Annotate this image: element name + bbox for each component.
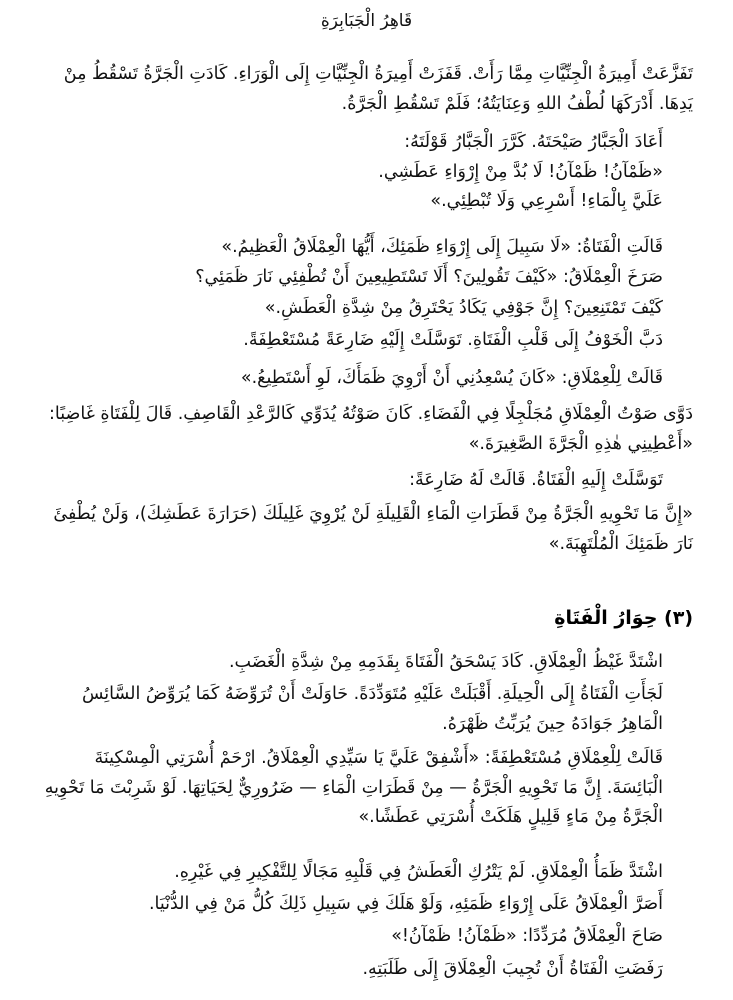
quote-line: كَيْفَ تَمْتَنِعِينَ؟ إِنَّ جَوْفِي يَكَادُ يَحْتَرِقُ مِنْ شِدَّةِ الْعَطَشِ.»	[264, 298, 663, 318]
paragraph: صَرَخَ الْعِمْلَاقُ: «كَيْفَ تَقُولِينَ؟ أَلَا تَسْتَطِيعِينَ أَنْ تُطْفِئِي نَارَ ظَمَئِي؟	[195, 267, 663, 287]
paragraph: قَالَتْ لِلْعِمْلَاقِ مُسْتَعْطِفَةً: «أَشْفِقْ عَلَيَّ يَا سَيِّدِي الْعِمْلَاقُ. ارْحَمْ أُسْرَتِي الْمِسْكِينَةَ الْبَائِسَةَ. إِنَّ مَا تَحْوِيهِ الْجَرَّةُ — مِنْ قَطَرَاتِ الْمَاءِ — ضَرُورِيٌّ لِحَيَاتِهَا. لَوْ شَرِبْتَ مَا تَحْوِيهِ الْجَرَّةُ مِنْ مَاءٍ قَلِيلٍ هَلَكَتْ أُسْرَتِي عَطَشًا.»	[44, 748, 663, 827]
paragraph: قَالَتِ الْفَتَاةُ: «لَا سَبِيلَ إِلَى إِرْوَاءِ ظَمَئِكَ، أَيُّهَا الْعِمْلَاقُ الْعَظِيمُ.»	[221, 237, 663, 257]
paragraph: دَوَّى صَوْتُ الْعِمْلَاقِ مُجَلْجِلًا فِي الْفَضَاءِ. كَانَ صَوْتُهُ يُدَوِّي كَالرَّعْدِ الْقَاصِفِ. قَالَ لِلْفَتَاةِ غَاضِبًا: «أَعْطِينِي هٰذِهِ الْجَرَّةَ الصَّغِيرَةَ.»	[49, 404, 693, 454]
paragraph: صَاحَ الْعِمْلَاقُ مُرَدِّدًا: «ظَمْآنُ! ظَمْآنُ!»	[391, 926, 663, 946]
paragraph: تَفَزَّعَتْ أَمِيرَةُ الْجِنِّيَّاتِ مِمَّا رَأَتْ. قَفَزَتْ أَمِيرَةُ الْجِنِّيَّاتِ إِلَى الْوَرَاءِ. كَادَتِ الْجَرَّةُ تَسْقُطُ مِنْ يَدِهَا. أَدْرَكَهَا لُطْفُ اللهِ وَعِنَايَتُهُ؛ فَلَمْ تَسْقُطِ الْجَرَّةُ.	[63, 64, 693, 114]
section-heading: (٣) حِوَارُ الْفَتَاةِ	[554, 607, 693, 629]
paragraph: تَوَسَّلَتْ إِلَيهِ الْفَتَاةُ. قَالَتْ لَهُ ضَارِعَةً:	[409, 470, 663, 490]
paragraph: دَبَّ الْخَوْفُ إِلَى قَلْبِ الْفَتَاةِ. تَوَسَّلَتْ إِلَيْهِ ضَارِعَةً مُسْتَعْطِفَةً.	[243, 330, 663, 350]
paragraph: لَجَأَتِ الْفَتَاةُ إِلَى الْحِيلَةِ. أَقْبَلَتْ عَلَيْهِ مُتَوَدِّدَةً. حَاوَلَتْ أَنْ تُرَوِّضَهُ كَمَا يُرَوِّضُ السَّائِسُ الْمَاهِرُ جَوَادَهُ حِينَ يُرَبِّتُ ظَهْرَهُ.	[82, 684, 663, 734]
quote-line: «ظَمْآنُ! ظَمْآنُ! لَا بُدَّ مِنْ إِرْوَاءِ عَطَشِي.	[378, 162, 663, 182]
running-header: قَاهِرُ الْجَبَابِرَةِ	[320, 11, 413, 31]
paragraph: اشْتَدَّ ظَمَأُ الْعِمْلَاقِ. لَمْ يَتْرُكِ الْعَطَشُ فِي قَلْبِهِ مَجَالًا لِلتَّفْكِيرِ فِي غَيْرِهِ.	[174, 862, 663, 882]
paragraph: قَالَتْ لِلْعِمْلَاقِ: «كَانَ يُسْعِدُنِي أَنْ أَرْوِيَ ظَمَأَكَ، لَوِ أَسْتَطِيعُ.»	[240, 368, 663, 388]
quote-paragraph: «إِنَّ مَا تَحْوِيهِ الْجَرَّةُ مِنْ قَطَرَاتِ الْمَاءِ الْقَلِيلَةِ لَنْ يُرْوِيَ غَلِيلَكَ (حَرَارَةَ عَطَشِكَ)، وَلَنْ يُطْفِئَ نَارَ ظَمَئِكَ الْمُلْتَهِبَةَ.»	[53, 504, 693, 554]
paragraph: أَعَادَ الْجَبَّارُ صَيْحَتَهُ. كَرَّرَ الْجَبَّارُ قَوْلَتَهُ:	[404, 132, 663, 152]
quote-line: عَلَيَّ بِالْمَاءِ! أَسْرِعِي وَلَا تُبْطِئِي.»	[430, 191, 663, 211]
paragraph: رَفَضَتِ الْفَتَاةُ أَنْ تُجِيبَ الْعِمْلَاقَ إِلَى طَلَبَتِهِ.	[362, 959, 663, 979]
paragraph: أَصَرَّ الْعِمْلَاقُ عَلَى إِرْوَاءِ ظَمَئِهِ، وَلَوْ هَلَكَ فِي سَبِيلِ ذَلِكَ كُلُّ مَنْ فِي الدُّنْيَا.	[148, 894, 663, 914]
paragraph: اشْتَدَّ غَيْظُ الْعِمْلَاقِ. كَادَ يَسْحَقُ الْفَتَاةَ بِقَدَمِهِ مِنْ شِدَّةِ الْغَضَبِ.	[228, 652, 663, 672]
